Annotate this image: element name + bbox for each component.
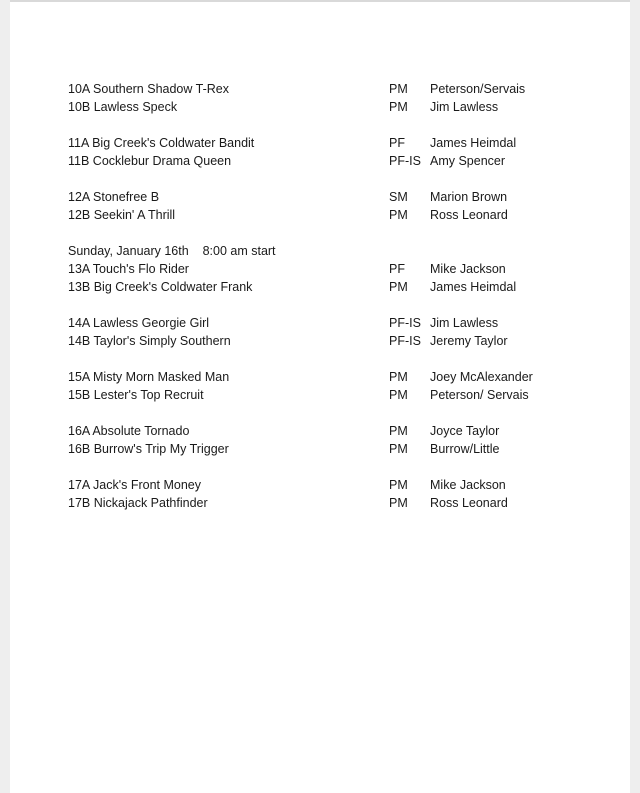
brace-group	[68, 134, 588, 170]
owner-name: Joyce Taylor	[430, 424, 500, 438]
dog-name: 11A Big Creek's Coldwater Bandit	[68, 136, 255, 150]
dog-name: 11B Cocklebur Drama Queen	[68, 154, 232, 168]
owner-name: Jim Lawless	[430, 316, 499, 330]
dog-name: 14A Lawless Georgie Girl	[68, 316, 210, 330]
dog-name: 10A Southern Shadow T-Rex	[68, 82, 229, 96]
brace-group	[68, 242, 588, 296]
dog-name: 16B Burrow's Trip My Trigger	[68, 442, 229, 456]
class-code: PM	[389, 442, 408, 456]
dog-name: 13A Touch's Flo Rider	[68, 262, 189, 276]
dog-name: 17A Jack's Front Money	[68, 478, 202, 492]
class-code: PM	[389, 478, 408, 492]
owner-name: Marion Brown	[430, 190, 508, 204]
dog-name: 13B Big Creek's Coldwater Frank	[68, 280, 253, 294]
entry-row	[68, 332, 588, 350]
class-code: PF-IS	[389, 154, 421, 168]
owner-name: Ross Leonard	[430, 496, 508, 510]
class-code: PM	[389, 388, 408, 402]
dog-name: 17B Nickajack Pathfinder	[68, 496, 208, 510]
dog-name: 15A Misty Morn Masked Man	[68, 370, 230, 384]
owner-name: Jim Lawless	[430, 100, 499, 114]
entry-row	[68, 440, 588, 458]
owner-name: James Heimdal	[430, 136, 517, 150]
dog-name: 12A Stonefree B	[68, 190, 160, 204]
class-code: PM	[389, 280, 408, 294]
entry-row	[68, 152, 588, 170]
brace-group	[68, 422, 588, 458]
dog-name: 12B Seekin' A Thrill	[68, 208, 176, 222]
dog-name: 16A Absolute Tornado	[68, 424, 190, 438]
entry-row	[68, 188, 588, 206]
class-code: SM	[389, 190, 408, 204]
brace-group	[68, 188, 588, 224]
owner-name: Burrow/Little	[430, 442, 500, 456]
document-page	[10, 0, 630, 793]
entry-row	[68, 206, 588, 224]
class-code: PM	[389, 100, 408, 114]
brace-group	[68, 314, 588, 350]
entry-row	[68, 476, 588, 494]
entry-row	[68, 260, 588, 278]
entry-row	[68, 368, 588, 386]
entry-row	[68, 134, 588, 152]
day-heading: Sunday, January 16th 8:00 am start	[68, 244, 276, 258]
class-code: PF	[389, 262, 405, 276]
dog-name: 14B Taylor's Simply Southern	[68, 334, 231, 348]
class-code: PM	[389, 496, 408, 510]
entry-row	[68, 422, 588, 440]
dog-name: 10B Lawless Speck	[68, 100, 178, 114]
owner-name: Ross Leonard	[430, 208, 508, 222]
owner-name: Peterson/ Servais	[430, 388, 529, 402]
owner-name: Amy Spencer	[430, 154, 506, 168]
class-code: PM	[389, 82, 408, 96]
brace-group	[68, 476, 588, 512]
owner-name: Mike Jackson	[430, 478, 506, 492]
entry-row	[68, 80, 588, 98]
entry-row	[68, 278, 588, 296]
class-code: PM	[389, 424, 408, 438]
owner-name: James Heimdal	[430, 280, 517, 294]
brace-group	[68, 368, 588, 404]
dog-name: 15B Lester's Top Recruit	[68, 388, 204, 402]
owner-name: Jeremy Taylor	[430, 334, 508, 348]
brace-group	[68, 80, 588, 116]
class-code: PF	[389, 136, 405, 150]
entry-row	[68, 314, 588, 332]
class-code: PM	[389, 370, 408, 384]
owner-name: Peterson/Servais	[430, 82, 526, 96]
class-code: PF-IS	[389, 316, 421, 330]
owner-name: Mike Jackson	[430, 262, 506, 276]
class-code: PM	[389, 208, 408, 222]
owner-name: Joey McAlexander	[430, 370, 533, 384]
brace-draw-list	[68, 80, 588, 530]
entry-row	[68, 98, 588, 116]
class-code: PF-IS	[389, 334, 421, 348]
entry-row	[68, 494, 588, 512]
entry-row	[68, 386, 588, 404]
